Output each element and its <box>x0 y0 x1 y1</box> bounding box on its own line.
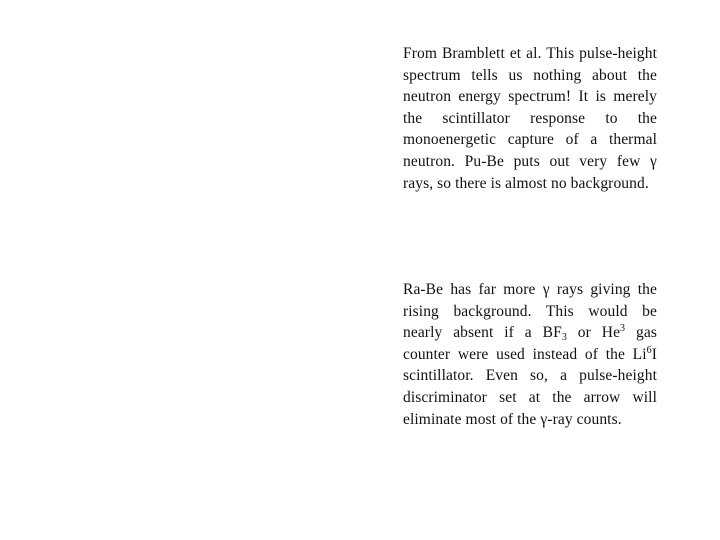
li6-superscript: 6 <box>646 344 652 356</box>
bf3-subscript: 3 <box>561 332 567 344</box>
paragraph-pu-be-text: From Bramblett et al. This pulse-height spectrum tells us nothing about the neutron energy spectrum! It is merely the scintillator response to the monoenergetic capture of a thermal neutron. Pu-Be puts out very few γ rays, so there is almost no background. <box>403 45 657 192</box>
paragraph-pu-be <box>403 43 657 194</box>
paragraph-ra-be-part-1: Ra-Be has far more γ rays giving the rising background. This would be nearly absent if a BF <box>403 281 657 342</box>
paragraph-ra-be-part-3: gas counter were used instead of the Li <box>403 324 657 363</box>
paragraph-ra-be <box>403 279 657 430</box>
paragraph-ra-be-part-4: I scintillator. Even so, a pulse-height discriminator set at the arrow will eliminate most of the γ-ray counts. <box>403 345 657 428</box>
he3-superscript: 3 <box>620 323 626 335</box>
paragraph-ra-be-part-2: or He <box>566 324 621 342</box>
